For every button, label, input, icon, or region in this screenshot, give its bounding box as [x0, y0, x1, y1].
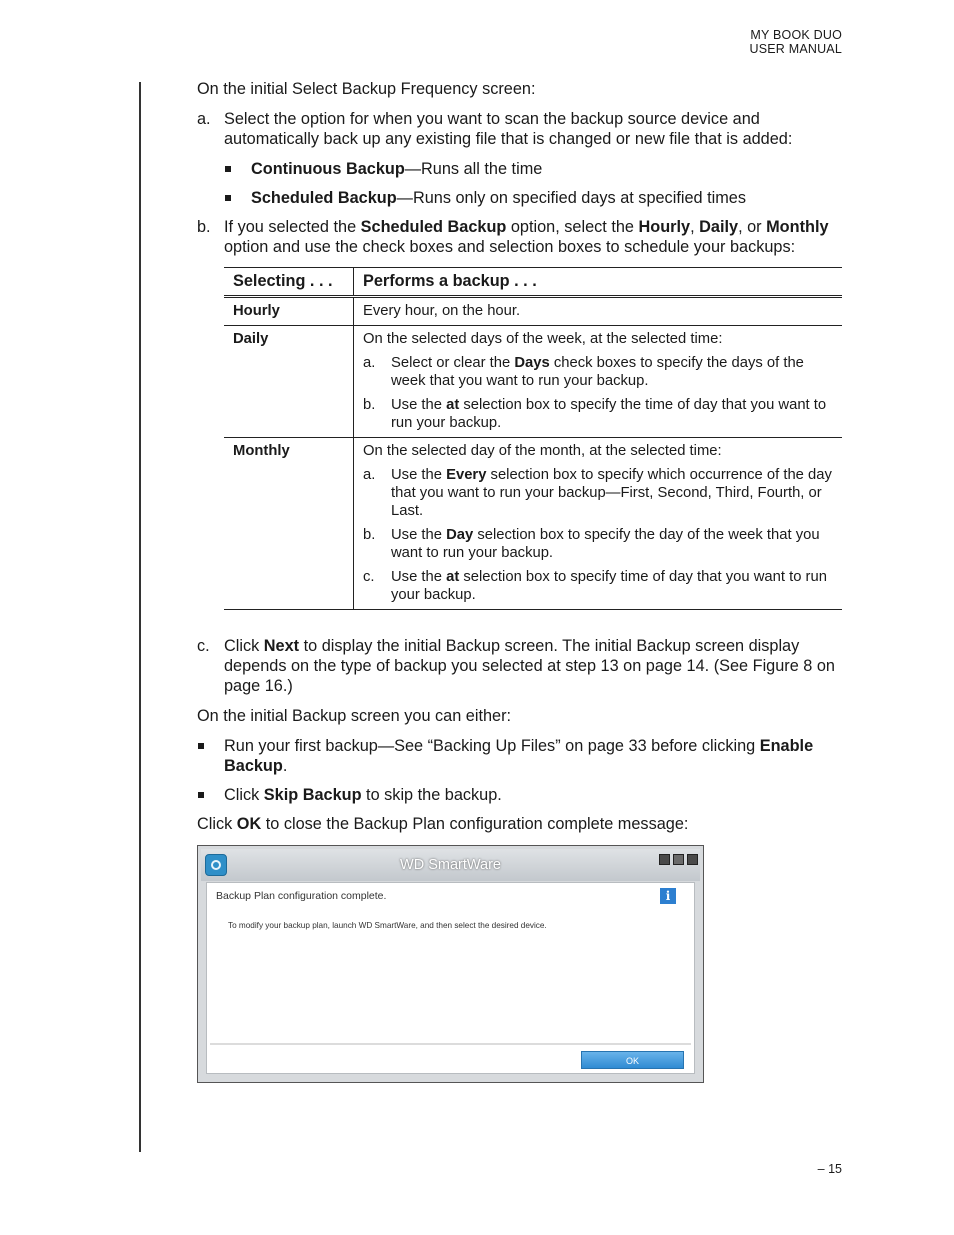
monthly-step-b-bold: Day — [446, 527, 474, 543]
daily-step-b-text-1: Use the — [391, 397, 447, 413]
dialog-title-bar — [201, 849, 700, 881]
option-scheduled-desc: —Runs only on specified days at specified times — [396, 189, 746, 207]
monthly-step-a-text-1: Use the — [391, 467, 447, 483]
daily-step-b-bold: at — [446, 397, 460, 413]
close-text-2: to close the Backup Plan configuration complete message: — [261, 815, 689, 833]
daily-step-a — [363, 354, 833, 390]
backup-option-skip-bold: Skip Backup — [263, 786, 362, 804]
monthly-step-b — [363, 526, 833, 562]
bullet-square — [225, 195, 231, 201]
monthly-step-b-marker: b. — [363, 527, 376, 543]
step-b-text-4: , or — [738, 218, 767, 236]
monthly-step-b-text-2: selection box to specify the day of the week that you want to run your backup. — [391, 527, 820, 561]
backup-option-skip-text-2: to skip the backup. — [361, 786, 502, 804]
step-b-text-2: option, select the — [506, 218, 639, 236]
dialog-panel — [206, 882, 695, 1074]
daily-step-a-text-2: check boxes to specify the days of the week that you want to run your backup. — [391, 355, 804, 389]
step-a-text: Select the option for when you want to scan the backup source device and automatically back up any existing file that is changed or new file that is added: — [224, 110, 793, 148]
header-title: MY BOOK DUO — [750, 28, 842, 42]
step-c-bold: Next — [263, 637, 300, 655]
row-desc-daily — [354, 326, 843, 438]
row-label-hourly: Hourly — [224, 297, 354, 326]
backup-option-run — [197, 736, 842, 776]
running-header — [750, 28, 843, 56]
message-body: To modify your backup plan, launch WD SmartWare, and then select the desired device. — [228, 921, 547, 930]
monthly-step-b-text-1: Use the — [391, 527, 447, 543]
row-label-monthly: Monthly — [224, 438, 354, 610]
daily-step-a-marker: a. — [363, 355, 376, 371]
daily-step-a-text-1: Select or clear the — [391, 355, 515, 371]
table-header-performs: Performs a backup . . . — [354, 268, 843, 297]
minimize-icon[interactable] — [659, 854, 670, 865]
info-icon: i — [660, 888, 676, 904]
step-b-bold-3: Daily — [699, 218, 739, 236]
table-row — [224, 326, 842, 438]
step-b-marker: b. — [197, 218, 211, 236]
row-desc-hourly: Every hour, on the hour. — [354, 297, 843, 326]
backup-option-run-bold: Enable Backup — [224, 737, 814, 775]
close-instruction — [197, 814, 842, 834]
step-b-text-1: If you selected the — [224, 218, 361, 236]
backup-intro: On the initial Backup screen you can either: — [197, 707, 512, 725]
daily-step-b-text-2: selection box to specify the time of day that you want to run your backup. — [391, 397, 827, 431]
monthly-step-a-bold: Every — [446, 467, 487, 483]
ok-button[interactable]: OK — [581, 1051, 684, 1069]
smartware-dialog-screenshot — [197, 845, 704, 1083]
bullet-square — [198, 792, 204, 798]
table-row — [224, 438, 842, 610]
daily-intro: On the selected days of the week, at the selected time: — [363, 331, 723, 347]
option-continuous-name: Continuous Backup — [251, 160, 405, 178]
dialog-divider — [210, 1043, 691, 1045]
row-label-daily: Daily — [224, 326, 354, 438]
backup-option-run-text-1: Run your first backup—See “Backing Up Files” on page 33 before clicking — [224, 737, 760, 755]
page-body — [197, 79, 842, 844]
daily-step-b — [363, 396, 833, 432]
option-scheduled-name: Scheduled Backup — [251, 189, 397, 207]
step-b-text-3: , — [690, 218, 700, 236]
schedule-table — [224, 267, 842, 610]
step-b-bold-4: Monthly — [766, 218, 829, 236]
monthly-step-a-marker: a. — [363, 467, 376, 483]
step-b-bold-1: Scheduled Backup — [360, 218, 507, 236]
monthly-intro: On the selected day of the month, at the selected time: — [363, 443, 722, 459]
monthly-step-c-text-2: selection box to specify time of day that you want to run your backup. — [391, 569, 827, 603]
step-a-marker: a. — [197, 110, 211, 128]
backup-option-skip — [197, 785, 842, 805]
daily-step-b-marker: b. — [363, 397, 376, 413]
monthly-step-a-text-2: selection box to specify which occurrence of the day that you want to run your backup—First, Second, Third, Fourth, or Last. — [391, 467, 832, 519]
monthly-step-a — [363, 466, 833, 520]
bullet-square — [225, 166, 231, 172]
bullet-square — [198, 743, 204, 749]
option-continuous-desc: —Runs all the time — [404, 160, 543, 178]
option-continuous — [224, 159, 842, 179]
option-scheduled — [224, 188, 842, 208]
backup-option-skip-text-1: Click — [224, 786, 264, 804]
message-title: Backup Plan configuration complete. — [216, 890, 387, 902]
close-icon[interactable] — [687, 854, 698, 865]
dialog-title: WD SmartWare — [400, 857, 501, 873]
step-b-text-5: option and use the check boxes and selection boxes to schedule your backups: — [224, 238, 796, 256]
monthly-step-c-marker: c. — [363, 569, 375, 585]
intro-paragraph: On the initial Select Backup Frequency screen: — [197, 80, 536, 98]
monthly-step-c — [363, 568, 833, 604]
margin-rule — [139, 82, 141, 1152]
monthly-step-c-bold: at — [446, 569, 460, 585]
header-subtitle: USER MANUAL — [749, 42, 842, 56]
backup-option-run-text-2: . — [282, 757, 288, 775]
close-text-1: Click — [197, 815, 237, 833]
page-number: – 15 — [817, 1162, 842, 1176]
maximize-icon[interactable] — [673, 854, 684, 865]
table-row — [224, 297, 842, 326]
step-a — [197, 109, 842, 149]
close-bold: OK — [236, 815, 262, 833]
table-header-row — [224, 268, 842, 297]
daily-step-a-bold: Days — [514, 355, 550, 371]
monthly-step-c-text-1: Use the — [391, 569, 447, 585]
table-header-selecting: Selecting . . . — [224, 268, 354, 297]
step-c — [197, 636, 842, 696]
step-c-text-1: Click — [224, 637, 264, 655]
step-c-marker: c. — [197, 637, 210, 655]
step-b-bold-2: Hourly — [638, 218, 691, 236]
step-c-text-2: to display the initial Backup screen. The initial Backup screen display depends on the type of backup you selected at step 13 on page 14. (See Figure 8 on page 16.) — [224, 637, 835, 695]
step-b — [197, 217, 842, 257]
row-desc-monthly — [354, 438, 843, 610]
